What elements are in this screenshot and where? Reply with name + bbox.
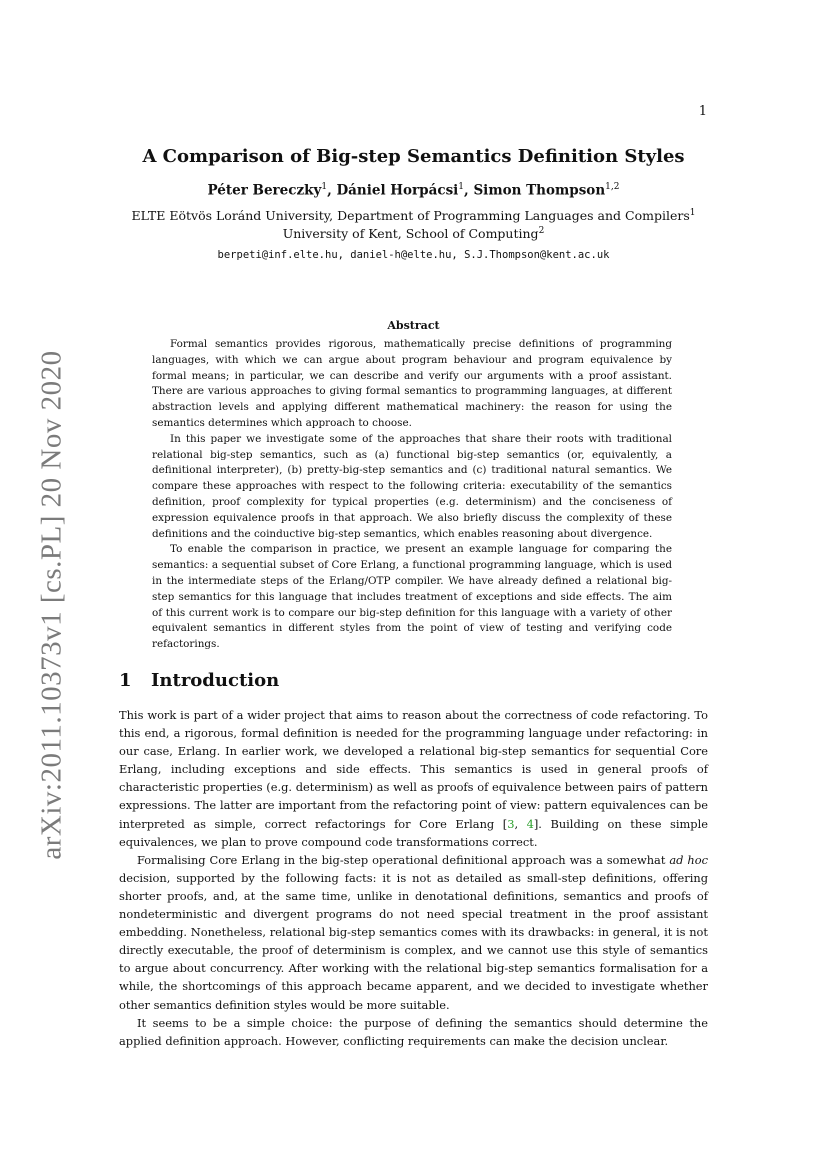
author-affiliation-mark: 1 [321,182,328,192]
citation-separator: , [514,816,527,831]
author-name: Dániel Horpácsi [336,182,459,199]
paragraph-text: decision, supported by the following facts: it is not as detailed as small-step definitions, offering shorter proofs, and, at the same time, unlike in denotational definitions, semantics and proofs of nondeterministic and divergent programs do not need special treatment in the proof assistant embedding. Nonetheless, relational big-step semantics comes with its drawbacks: in general, it is not directly executable, the proof of determinism is complex, and we cannot use this style of semantics to argue about concurrency. After working with the relational big-step semantics formalisation for a while, the shortcomings of this approach became apparent, and we decided to investigate whether other semantics definition styles would be more suitable. [119,870,708,1012]
abstract-paragraph: In this paper we investigate some of the approaches that share their roots with traditional relational big-step semantics, such as (a) functional big-step semantics (or, equivalently, a definitional interpreter), (b) pretty-big-step semantics and (c) traditional natural semantics. We compare these approaches with respect to the following criteria: executability of the semantics definition, proof complexity for typical properties (e.g. determinism) and the conciseness of expression equivalence proofs in that approach. We also briefly discuss the complexity of these definitions and the coinductive big-step semantics, which enables reasoning about divergence. [152,432,672,540]
paragraph-text: ]. Building on these simple equivalences, we plan to prove compound code transformations correct. [119,816,708,849]
body-paragraph [119,706,708,851]
section-body [119,706,708,1050]
page-number: 1 [698,104,707,119]
abstract-body [152,337,672,653]
author-affiliation-mark: 1 [458,182,465,192]
emphasized-text: ad hoc [669,852,708,867]
paragraph-text: Formalising Core Erlang in the big-step operational definitional approach was a somewhat [137,852,670,867]
citation-link[interactable]: 4 [526,816,534,831]
affiliation-text: University of Kent, School of Computing [282,226,539,242]
abstract-paragraph: Formal semantics provides rigorous, mathematically precise definitions of programming languages, with which we can argue about program behaviour and program equivalence by formal means; in particular, we can describe and verify our arguments with a proof assistant. There are various approaches to giving formal semantics to programming languages, at different abstraction levels and applying different mathematical machinery: the reason for using the semantics determines which approach to choose. [152,338,672,429]
body-paragraph: It seems to be a simple choice: the purpose of defining the semantics should determine the applied definition approach. However, conflicting requirements can make the decision unclear. [119,1015,708,1048]
author-affiliation-mark: 1,2 [605,182,620,192]
abstract-paragraph: To enable the comparison in practice, we present an example language for comparing the semantics: a sequential subset of Core Erlang, a functional programming language, which is used in the intermediate steps of the Erlang/OTP compiler. We have already defined a relational big-step semantics for this language that includes treatment of exceptions and side effects. The aim of this current work is to compare our big-step definition for this language with a variety of other equivalent semantics in different styles from the point of view of testing and verifying code refactorings. [152,543,672,651]
affiliation-mark: 1 [689,208,696,218]
author-name: Péter Bereczky [207,182,322,199]
affiliation-text: ELTE Eötvös Loránd University, Department of Programming Languages and Compilers [131,208,690,224]
arxiv-identifier-stamp: arXiv:2011.10373v1 [cs.PL] 20 Nov 2020 [35,350,68,860]
author-name: Simon Thompson [473,182,606,199]
paragraph-text: This work is part of a wider project that aims to reason about the correctness of code refactoring. To this end, a rigorous, formal definition is needed for the programming language under refactoring: in our case, Erlang. In earlier work, we developed a relational big-step semantics for sequential Core Erlang, including exceptions and side effects. This semantics is used in general proofs of characteristic properties (e.g. determinism) as well as proofs of equivalence between pairs of pattern expressions. The latter are important from the refactoring point of view: pattern equivalences can be interpreted as simple, correct refactorings for Core Erlang [ [119,708,708,831]
body-paragraph [119,851,708,1014]
affiliation-line [0,208,827,223]
affiliation-line [0,226,827,241]
abstract-heading: Abstract [387,319,440,332]
affiliation-mark: 2 [538,226,545,236]
author-list: Péter Bereczky$^1$, Dániel Horpácsi$^1$, Simon Thompson$^{1,2}$ [207,182,620,199]
paper-title: A Comparison of Big-step Semantics Definition Styles [142,146,685,167]
section-heading [119,670,279,691]
section-number: 1 [119,670,132,691]
author-emails: berpeti@inf.elte.hu, daniel-h@elte.hu, S.J.Thompson@kent.ac.uk [217,249,610,261]
section-title: Introduction [151,670,280,691]
citation-link[interactable]: 3 [507,816,515,831]
